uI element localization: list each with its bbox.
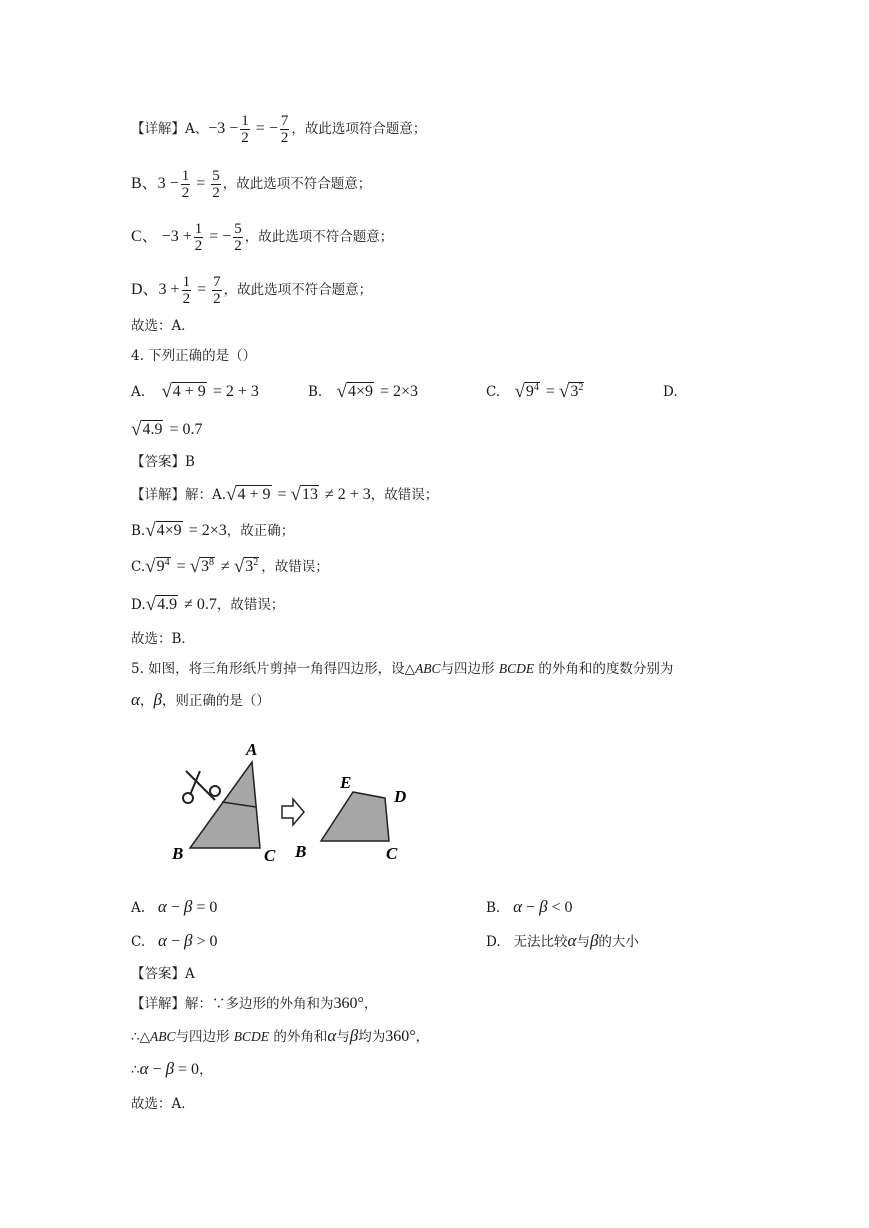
q5-option-d: D. 无法比较α与β的大小 bbox=[486, 931, 639, 950]
q5-exp-line3: ∴α − β = 0， bbox=[131, 1059, 213, 1078]
right-arrow-icon bbox=[282, 799, 304, 825]
label-tri-c: C bbox=[264, 846, 276, 865]
q4-answer: 【答案】B bbox=[131, 454, 195, 470]
sol3-choose: 故选：A． bbox=[131, 318, 195, 334]
q5-option-c: C. α − β > 0 bbox=[131, 931, 218, 950]
q5-option-b: B. α − β < 0 bbox=[486, 897, 573, 916]
label-quad-e: E bbox=[340, 773, 352, 792]
q4-option-b: B. √4×9 = 2×3 bbox=[308, 381, 419, 402]
sqrt: $√3^2$ bbox=[233, 556, 259, 577]
fraction: $\frac{1}{2}$ bbox=[241, 113, 249, 146]
sol3-line-d: D、3 + $\frac{1}{2}$ = $\frac{7}{2}$ ，故此选项不符合题意； bbox=[131, 274, 373, 307]
sol3-line-c: C、 −3 + $\frac{1}{2}$ = − $\frac{5}{2}$ ，故此选项不符合题意； bbox=[131, 221, 394, 254]
q4-choose: 故选：B． bbox=[131, 631, 195, 647]
q5-option-a: A. α − β = 0 bbox=[131, 897, 218, 916]
q4-option-d-label: D. bbox=[663, 384, 678, 400]
scissors-icon bbox=[183, 771, 220, 803]
fraction: $\frac{5}{2}$ bbox=[212, 168, 220, 201]
q5-stem-line1: 5. 如图，将三角形纸片剪掉一角得四边形，设△ABC与四边形 BCDE 的外角和的度数分别为 bbox=[131, 661, 674, 677]
q5-exp-line1: 【详解】解：∵多边形的外角和为360°， bbox=[131, 995, 378, 1012]
label-quad-c: C bbox=[386, 844, 398, 863]
triangle-shape bbox=[190, 762, 260, 848]
q4-option-a: A. √4 + 9 = 2 + 3 bbox=[131, 381, 259, 402]
sol3-line-a: 【详解】A、−3 − $\frac{1}{2}$ = − $\frac{7}{2}$ ，故此选项符合题意； bbox=[131, 113, 427, 146]
sqrt: $√3^8$ bbox=[189, 556, 215, 577]
sqrt: $√3^2$ bbox=[558, 381, 584, 402]
q5-exp-line2: ∴△ABC与四边形 BCDE 的外角和α与β均为360°， bbox=[131, 1026, 430, 1045]
q5-answer: 【答案】A bbox=[131, 966, 195, 982]
sqrt: √4.9 bbox=[145, 594, 178, 615]
triangle-cut-figure bbox=[160, 735, 420, 870]
q5-choose: 故选：A． bbox=[131, 1096, 195, 1112]
label-tri-a: A bbox=[246, 740, 258, 759]
q4-exp-c: $C.√9^4 = √3^8 \ne √3^2$ ，故错误； bbox=[131, 556, 329, 577]
label-tri-b: B bbox=[172, 844, 184, 863]
sol3-line-b: B、3 − $\frac{1}{2}$ = $\frac{5}{2}$ ，故此选项不符合题意； bbox=[131, 168, 372, 201]
sqrt: $√9^4$ bbox=[514, 381, 539, 402]
label-quad-b: B bbox=[295, 842, 307, 861]
q4-exp-b: B.√4×9 = 2×3，故正确； bbox=[131, 520, 295, 541]
fraction: $\frac{7}{2}$ bbox=[280, 113, 289, 146]
q4-stem: 4. 下列正确的是（） bbox=[131, 348, 257, 364]
fraction: $\frac{5}{2}$ bbox=[234, 221, 242, 254]
q4-exp-d: D.√4.9 ≠ 0.7，故错误； bbox=[131, 594, 285, 615]
quadrilateral-shape bbox=[321, 792, 389, 841]
sqrt: √4 + 9 bbox=[226, 484, 271, 505]
sqrt: √13 bbox=[290, 484, 318, 505]
label-quad-d: D bbox=[394, 787, 407, 806]
q5-stem-line2: α，β，则正确的是（） bbox=[131, 690, 270, 709]
sqrt: √4×9 bbox=[145, 520, 182, 541]
sqrt: √4.9 bbox=[131, 419, 163, 440]
sqrt: √4 + 9 bbox=[161, 381, 206, 402]
q4-option-c: C. $√9^4 = √3^2$ bbox=[486, 381, 584, 402]
fraction: $\frac{7}{2}$ bbox=[213, 274, 221, 307]
sqrt: $√9^4$ bbox=[145, 556, 170, 577]
sqrt: √4×9 bbox=[336, 381, 373, 402]
fraction: $\frac{1}{2}$ bbox=[181, 168, 190, 201]
q4-exp-a: 【详解】解：A.√4 + 9 = √13 ≠ 2 + 3，故错误； bbox=[131, 484, 439, 505]
fraction: $\frac{1}{2}$ bbox=[182, 274, 191, 307]
q4-option-d: √4.9 = 0.7 bbox=[131, 419, 203, 440]
fraction: $\frac{1}{2}$ bbox=[194, 221, 203, 254]
